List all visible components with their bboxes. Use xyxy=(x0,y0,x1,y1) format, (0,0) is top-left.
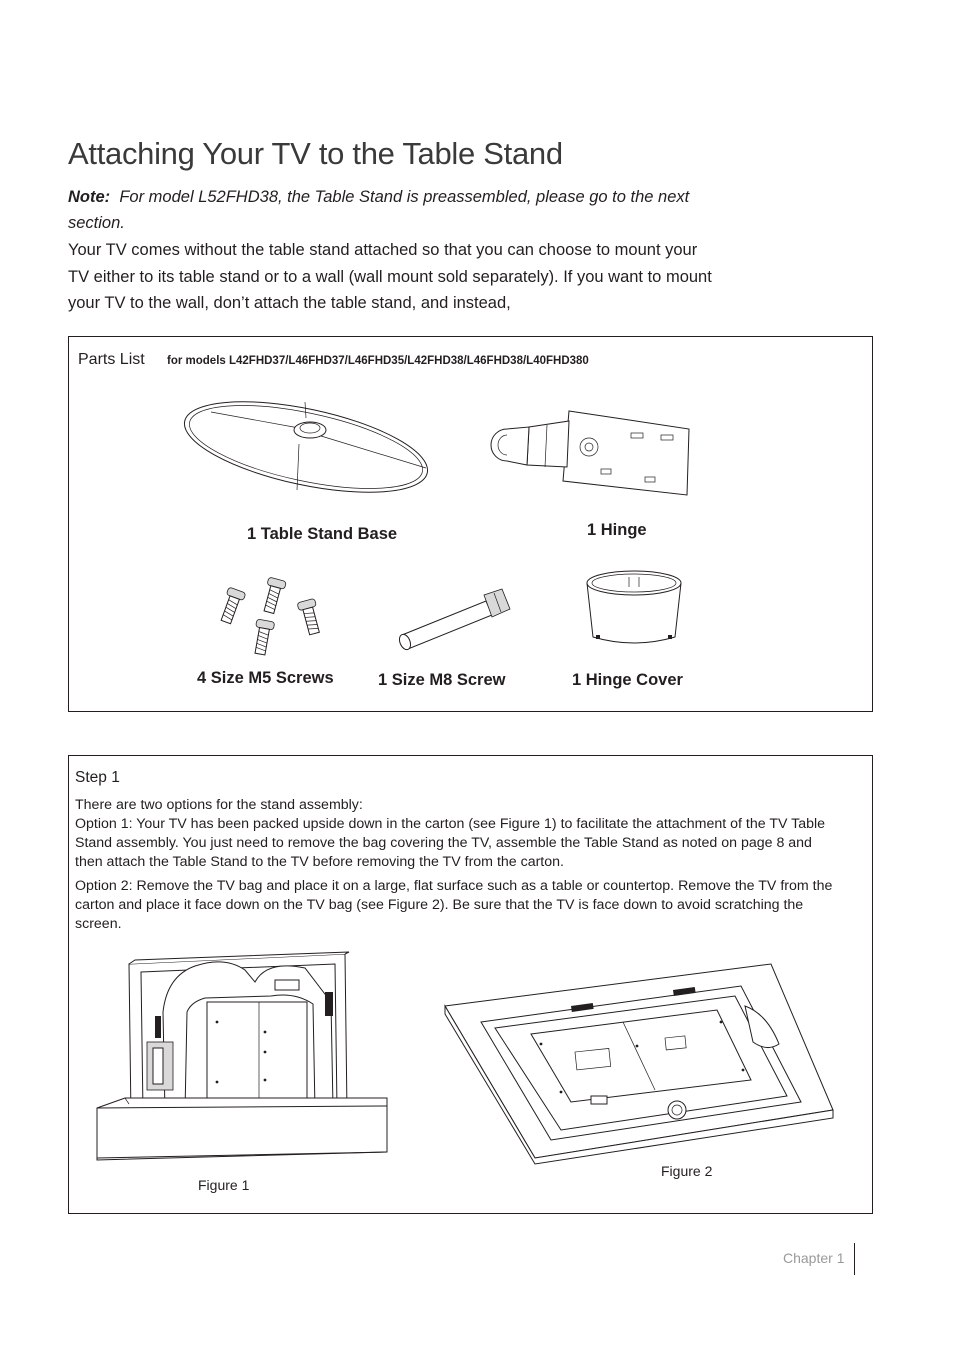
table-stand-base-illustration xyxy=(181,392,431,502)
hinge-illustration xyxy=(489,407,694,502)
figure1-illustration xyxy=(95,952,391,1170)
page-title: Attaching Your TV to the Table Stand xyxy=(68,136,563,171)
parts-list-models: for models L42FHD37/L46FHD37/L46FHD35/L42FHD38/L46FHD38/L40FHD380 xyxy=(167,355,589,367)
note-paragraph xyxy=(68,184,718,236)
footer-divider xyxy=(854,1243,855,1275)
part-label-table-stand-base: 1 Table Stand Base xyxy=(247,525,398,543)
part-label-m5-screws: 4 Size M5 Screws xyxy=(197,669,334,687)
parts-list-label: Parts List xyxy=(78,351,145,368)
step1-option2: Option 2: Remove the TV bag and place it on a large, flat surface such as a table or countertop. Remove the TV from the carton and place it face down on the TV bag (see Figure 2). Be sure that the TV is face down to avoid scratching the screen. xyxy=(75,878,833,932)
step1-lead: There are two options for the stand assembly: xyxy=(75,797,363,813)
step1-option1: Option 1: Your TV has been packed upside down in the carton (see Figure 1) to facilitate the attachment of the TV Table Stand assembly. You just need to remove the bag covering the TV, assemble the Table Stand as noted on page 8 and then attach the Table Stand to the TV before removing the TV from the carton. xyxy=(75,816,826,870)
part-label-hinge: 1 Hinge xyxy=(587,521,647,539)
note-text: For model L52FHD38, the Table Stand is preassembled, please go to the next section. xyxy=(68,188,690,232)
m5-screws-illustration xyxy=(219,575,329,667)
m8-screw-illustration xyxy=(394,587,514,657)
step1-title: Step 1 xyxy=(75,769,120,786)
footer-chapter: Chapter 1 xyxy=(783,1250,845,1266)
figure1-caption: Figure 1 xyxy=(198,1177,250,1193)
parts-list-box xyxy=(68,336,873,712)
part-label-hinge-cover: 1 Hinge Cover xyxy=(572,671,683,689)
figure2-illustration xyxy=(441,962,837,1164)
part-label-m8-screw: 1 Size M8 Screw xyxy=(378,671,506,689)
hinge-cover-illustration xyxy=(579,569,689,649)
figure2-caption: Figure 2 xyxy=(661,1163,713,1179)
note-label: Note: xyxy=(68,188,111,206)
step1-box xyxy=(68,755,873,1214)
intro-paragraph: Your TV comes without the table stand attached so that you can choose to mount your TV either to its table stand or to a wall (wall mount sold separately). If you want to mount your TV to the wall, don’t attach the table stand, and instead, xyxy=(68,241,712,312)
